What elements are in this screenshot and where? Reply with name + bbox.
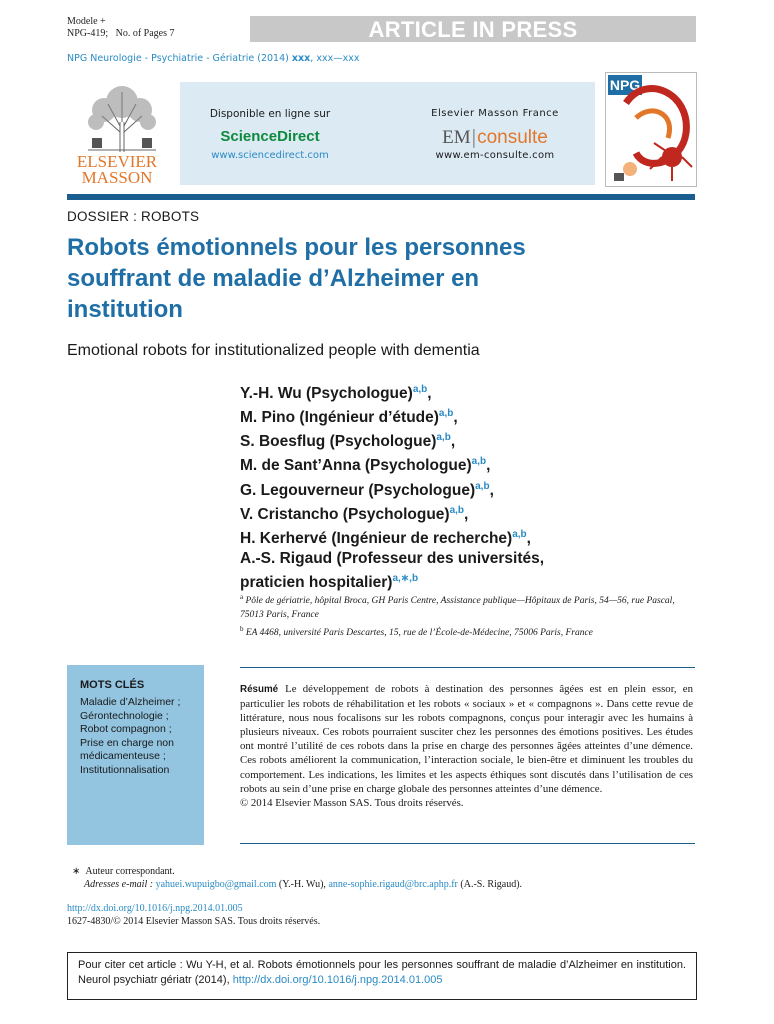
page-count: No. of Pages 7 [115, 28, 175, 39]
author-separator: , [464, 505, 469, 523]
abstract-rule-top [240, 667, 695, 668]
author-name: M. de Sant’Anna (Psychologue) [240, 457, 472, 475]
author-affil-mark[interactable]: a,b [449, 504, 465, 516]
author-name: Y.-H. Wu (Psychologue) [240, 385, 413, 403]
journal-volume: xxx [291, 53, 311, 64]
author-entry [240, 525, 660, 549]
ref-line [67, 28, 175, 40]
author-list [240, 380, 660, 593]
author-affil-mark[interactable]: a,b [436, 432, 451, 444]
keyword-item: Maladie d’Alzheimer ; [80, 696, 181, 708]
abstract-rule-bottom [240, 843, 695, 844]
author-entry [240, 428, 660, 452]
author-name: V. Cristancho (Psychologue) [240, 505, 450, 523]
affiliation-text: EA 4468, université Paris Descartes, 15, rue de l’École-de-Médecine, 75006 Paris, France [245, 628, 593, 639]
affiliation-b [240, 622, 700, 640]
emconsulte-logo[interactable] [416, 126, 574, 149]
footnote-star: ∗ [72, 866, 81, 877]
article-title: Robots émotionnels pour les personnes souffrant de maladie d’Alzheimer en institution [67, 234, 526, 323]
author-affil-mark[interactable]: a,b [512, 528, 527, 540]
email-owner: (A.-S. Rigaud). [460, 879, 523, 890]
section-label: DOSSIER : ROBOTS [67, 209, 200, 224]
logo-separator: | [470, 126, 478, 148]
author-separator: , [486, 457, 491, 475]
abstract-text: Le développement de robots à destination des personnes âgées est en plein essor, en particulier les robots de réhabilitation et les robots « sociaux » et « compagnons ». Dans cette revue de littérature, nous nous focalisons sur les robots compagnons, conçus pour interagir avec les humains à plusieurs niveaux. Ces robots pourraient susciter chez les personnes des émotions positives. Les études ont montré l’utilité de ces robots dans la prise en charge des personnes âgées atteintes d’une démence. Ces robots améliorent la communication, l’interaction sociale, le bien-être et diminuent les troubles du comportement. Les indications, les limites et les aspects éthiques sont discutés dans l’utilisation de ces robots au sein d’une prise en charge globale des personnes atteintes d’une démence. [240, 683, 693, 795]
sciencedirect-link[interactable]: www.sciencedirect.com [211, 150, 329, 161]
author-separator: , [526, 530, 531, 548]
author-entry [240, 404, 660, 428]
publisher-label: Elsevier Masson France [431, 108, 559, 119]
author-separator: , [450, 433, 456, 451]
emconsulte-link[interactable]: www.em-consulte.com [435, 150, 555, 161]
cover-title: NPG [609, 77, 641, 93]
email-owner: (Y.-H. Wu), [278, 879, 326, 890]
keywords-list [80, 696, 204, 777]
author-separator: , [453, 409, 458, 427]
masson-word: MASSON [81, 168, 153, 187]
running-header-left [67, 16, 175, 40]
author-affil-mark[interactable]: a,∗,b [392, 573, 419, 585]
elsevier-word: ELSEVIER [76, 152, 158, 171]
email-link-rigaud[interactable]: anne-sophie.rigaud@brc.aphp.fr [328, 879, 458, 890]
footnotes [72, 865, 692, 891]
keyword-item: Institutionnalisation [80, 763, 170, 776]
model-label: Modele + [67, 16, 106, 27]
article-subtitle: Emotional robots for institutionalized people with dementia [67, 342, 480, 359]
keyword-item: Robot compagnon ; [80, 723, 172, 735]
author-name: A.-S. Rigaud (Professeur des universités, praticien hospitalier) [240, 550, 545, 592]
affiliations [240, 590, 700, 640]
author-entry [240, 452, 660, 476]
journal-cover-art-icon [606, 73, 696, 186]
header-rule [67, 194, 695, 200]
author-name: M. Pino (Ingénieur d’étude) [240, 409, 439, 427]
author-affil-mark[interactable]: a,b [471, 456, 487, 468]
consulte-word: consulte [477, 127, 548, 148]
author-affil-mark[interactable]: a,b [412, 384, 428, 395]
keyword-item: Prise en charge non médicamenteuse ; [80, 736, 174, 762]
author-name: G. Legouverneur (Psychologue) [240, 481, 476, 499]
article-in-press-banner: ARTICLE IN PRESS [368, 17, 578, 42]
corresponding-label: Auteur correspondant. [85, 866, 175, 877]
author-separator: , [489, 481, 494, 499]
email-link-wu[interactable]: yahuei.wupuigbo@gmail.com [155, 879, 277, 890]
abstract-copyright: © 2014 Elsevier Masson SAS. Tous droits réservés. [240, 796, 464, 809]
email-line [72, 878, 692, 891]
affiliation-mark: b [240, 625, 244, 634]
sciencedirect-logo[interactable]: ScienceDirect [220, 128, 320, 145]
abstract-label: Résumé [240, 684, 279, 695]
abstract-body [240, 682, 693, 796]
citation-doi-link[interactable]: http://dx.doi.org/10.1016/j.npg.2014.01.005 [232, 974, 443, 986]
author-separator: , [427, 385, 432, 403]
author-entry [240, 380, 660, 404]
elsevier-masson-logo[interactable] [67, 154, 167, 186]
issn-line: 1627-4830/© 2014 Elsevier Masson SAS. Tous droits réservés. [67, 916, 321, 927]
journal-name: NPG Neurologie - Psychiatrie - Gériatrie (2014) [67, 53, 289, 64]
keywords-title: MOTS CLÉS [80, 679, 145, 691]
elsevier-tree-icon [82, 82, 162, 154]
doi-link[interactable]: http://dx.doi.org/10.1016/j.npg.2014.01.005 [67, 903, 243, 914]
affiliation-text: Pôle de gériatrie, hôpital Broca, GH Paris Centre, Assistance publique—Hôpitaux de Paris, 54—56, rue Pascal, 75013 Paris, France [240, 596, 675, 621]
journal-pages: , xxx—xxx [310, 53, 360, 64]
journal-citation[interactable] [67, 53, 360, 64]
available-online-label: Disponible en ligne sur [209, 108, 331, 120]
citation-body: Pour citer cet article : Wu Y-H, et al. Robots émotionnels pour les personnes souffrant de maladie d’Alzheimer en institution. Neurol psychiatr gériatr (2014), [78, 959, 686, 986]
doi-block [67, 902, 320, 928]
author-entry [240, 549, 600, 593]
corresponding-author-note [72, 865, 692, 878]
author-affil-mark[interactable]: a,b [438, 408, 454, 420]
journal-cover[interactable] [605, 72, 697, 187]
author-name: H. Kerhervé (Ingénieur de recherche) [240, 530, 513, 548]
author-entry [240, 477, 660, 501]
affiliation-mark: a [240, 593, 244, 601]
author-entry [240, 501, 660, 525]
em-word: EM [442, 127, 471, 148]
author-affil-mark[interactable]: a,b [475, 480, 490, 492]
emails-label: Adresses e-mail : [84, 879, 154, 890]
abstract [240, 682, 693, 810]
article-ref: NPG-419; [67, 28, 109, 39]
author-name: S. Boesflug (Psychologue) [240, 433, 437, 451]
affiliation-a [240, 590, 700, 622]
citation-text [78, 958, 686, 988]
keyword-item: Gérontechnologie ; [80, 709, 169, 722]
